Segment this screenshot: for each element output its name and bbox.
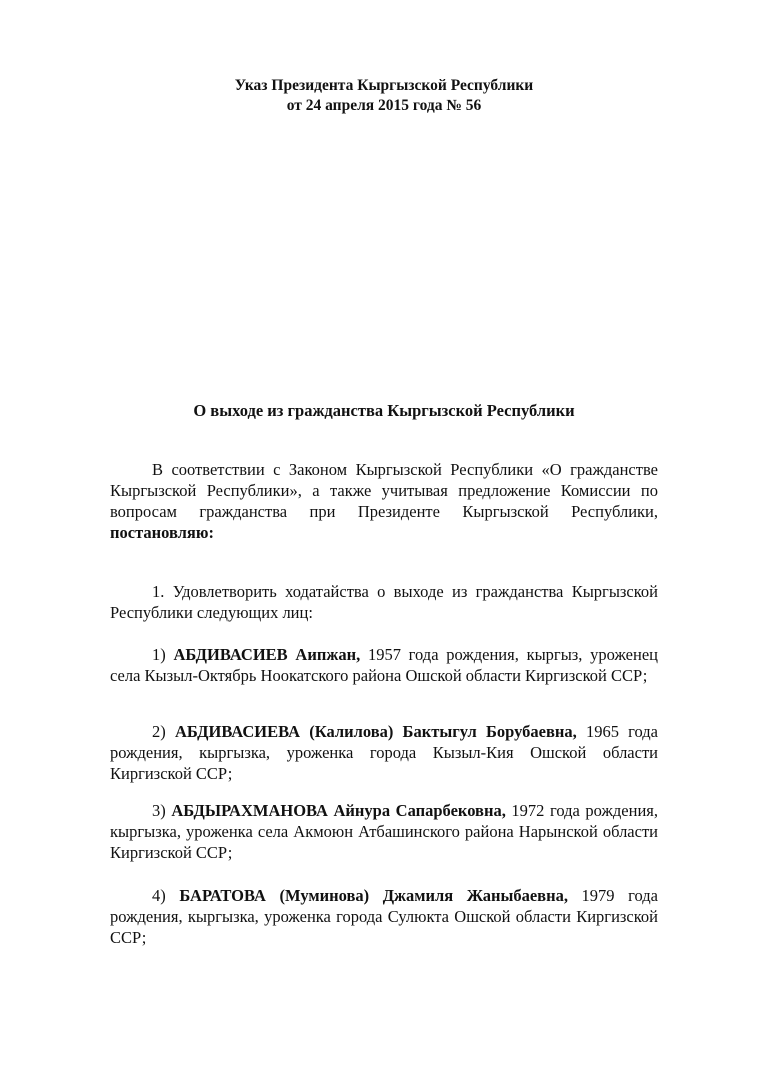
person-name: БАРАТОВА (Муминова) Джамиля Жаныбаевна, [179, 886, 568, 905]
person-number: 4) [152, 886, 180, 905]
person-number: 3) [152, 801, 172, 820]
decree-header [110, 76, 658, 116]
person-name: АБДЫРАХМАНОВА Айнура Сапарбековна, [171, 801, 506, 820]
person-details: 1979 года рождения, кыргызка, уроженка города Сулюкта Ошской области Киргизской ССР; [110, 886, 658, 947]
person-details: 1972 года рождения, кыргызка, уроженка села Акмоюн Атбашинского района Нарынской области Киргизской ССР; [110, 801, 659, 862]
person-entry [110, 885, 658, 948]
person-number: 1) [152, 645, 174, 664]
intro-decree-word: постановляю: [110, 523, 214, 542]
decree-date: от 24 апреля 2015 года № 56 [286, 97, 482, 114]
intro-text: В соответствии с Законом Кыргызской Республики «О гражданстве Кыргызской Республики», а также учитывая предложение Комиссии по вопросам гражданства при Президенте Кыргызской Республики, [110, 460, 658, 521]
person-entry [110, 800, 658, 863]
person-entry [110, 644, 658, 686]
decree-title: Указ Президента Кыргызской Республики [234, 77, 534, 94]
person-number: 2) [152, 722, 175, 741]
decree-subject: О выходе из гражданства Кыргызской Республики [193, 401, 575, 420]
person-name: АБДИВАСИЕВА (Калилова) Бактыгул Борубаевна, [174, 722, 577, 741]
item-1-paragraph: 1. Удовлетворить ходатайства о выходе из гражданства Кыргызской Республики следующих лиц: [110, 582, 658, 622]
intro-paragraph [110, 459, 658, 543]
person-details: 1957 года рождения, кыргыз, уроженец села Кызыл-Октябрь Ноокатского района Ошской области Киргизской ССР; [110, 645, 658, 685]
person-name: АБДИВАСИЕВ Аипжан, [173, 645, 361, 664]
person-entry [110, 721, 658, 784]
person-details: 1965 года рождения, кыргызка, уроженка города Кызыл-Кия Ошской области Киргизской ССР; [110, 722, 658, 783]
